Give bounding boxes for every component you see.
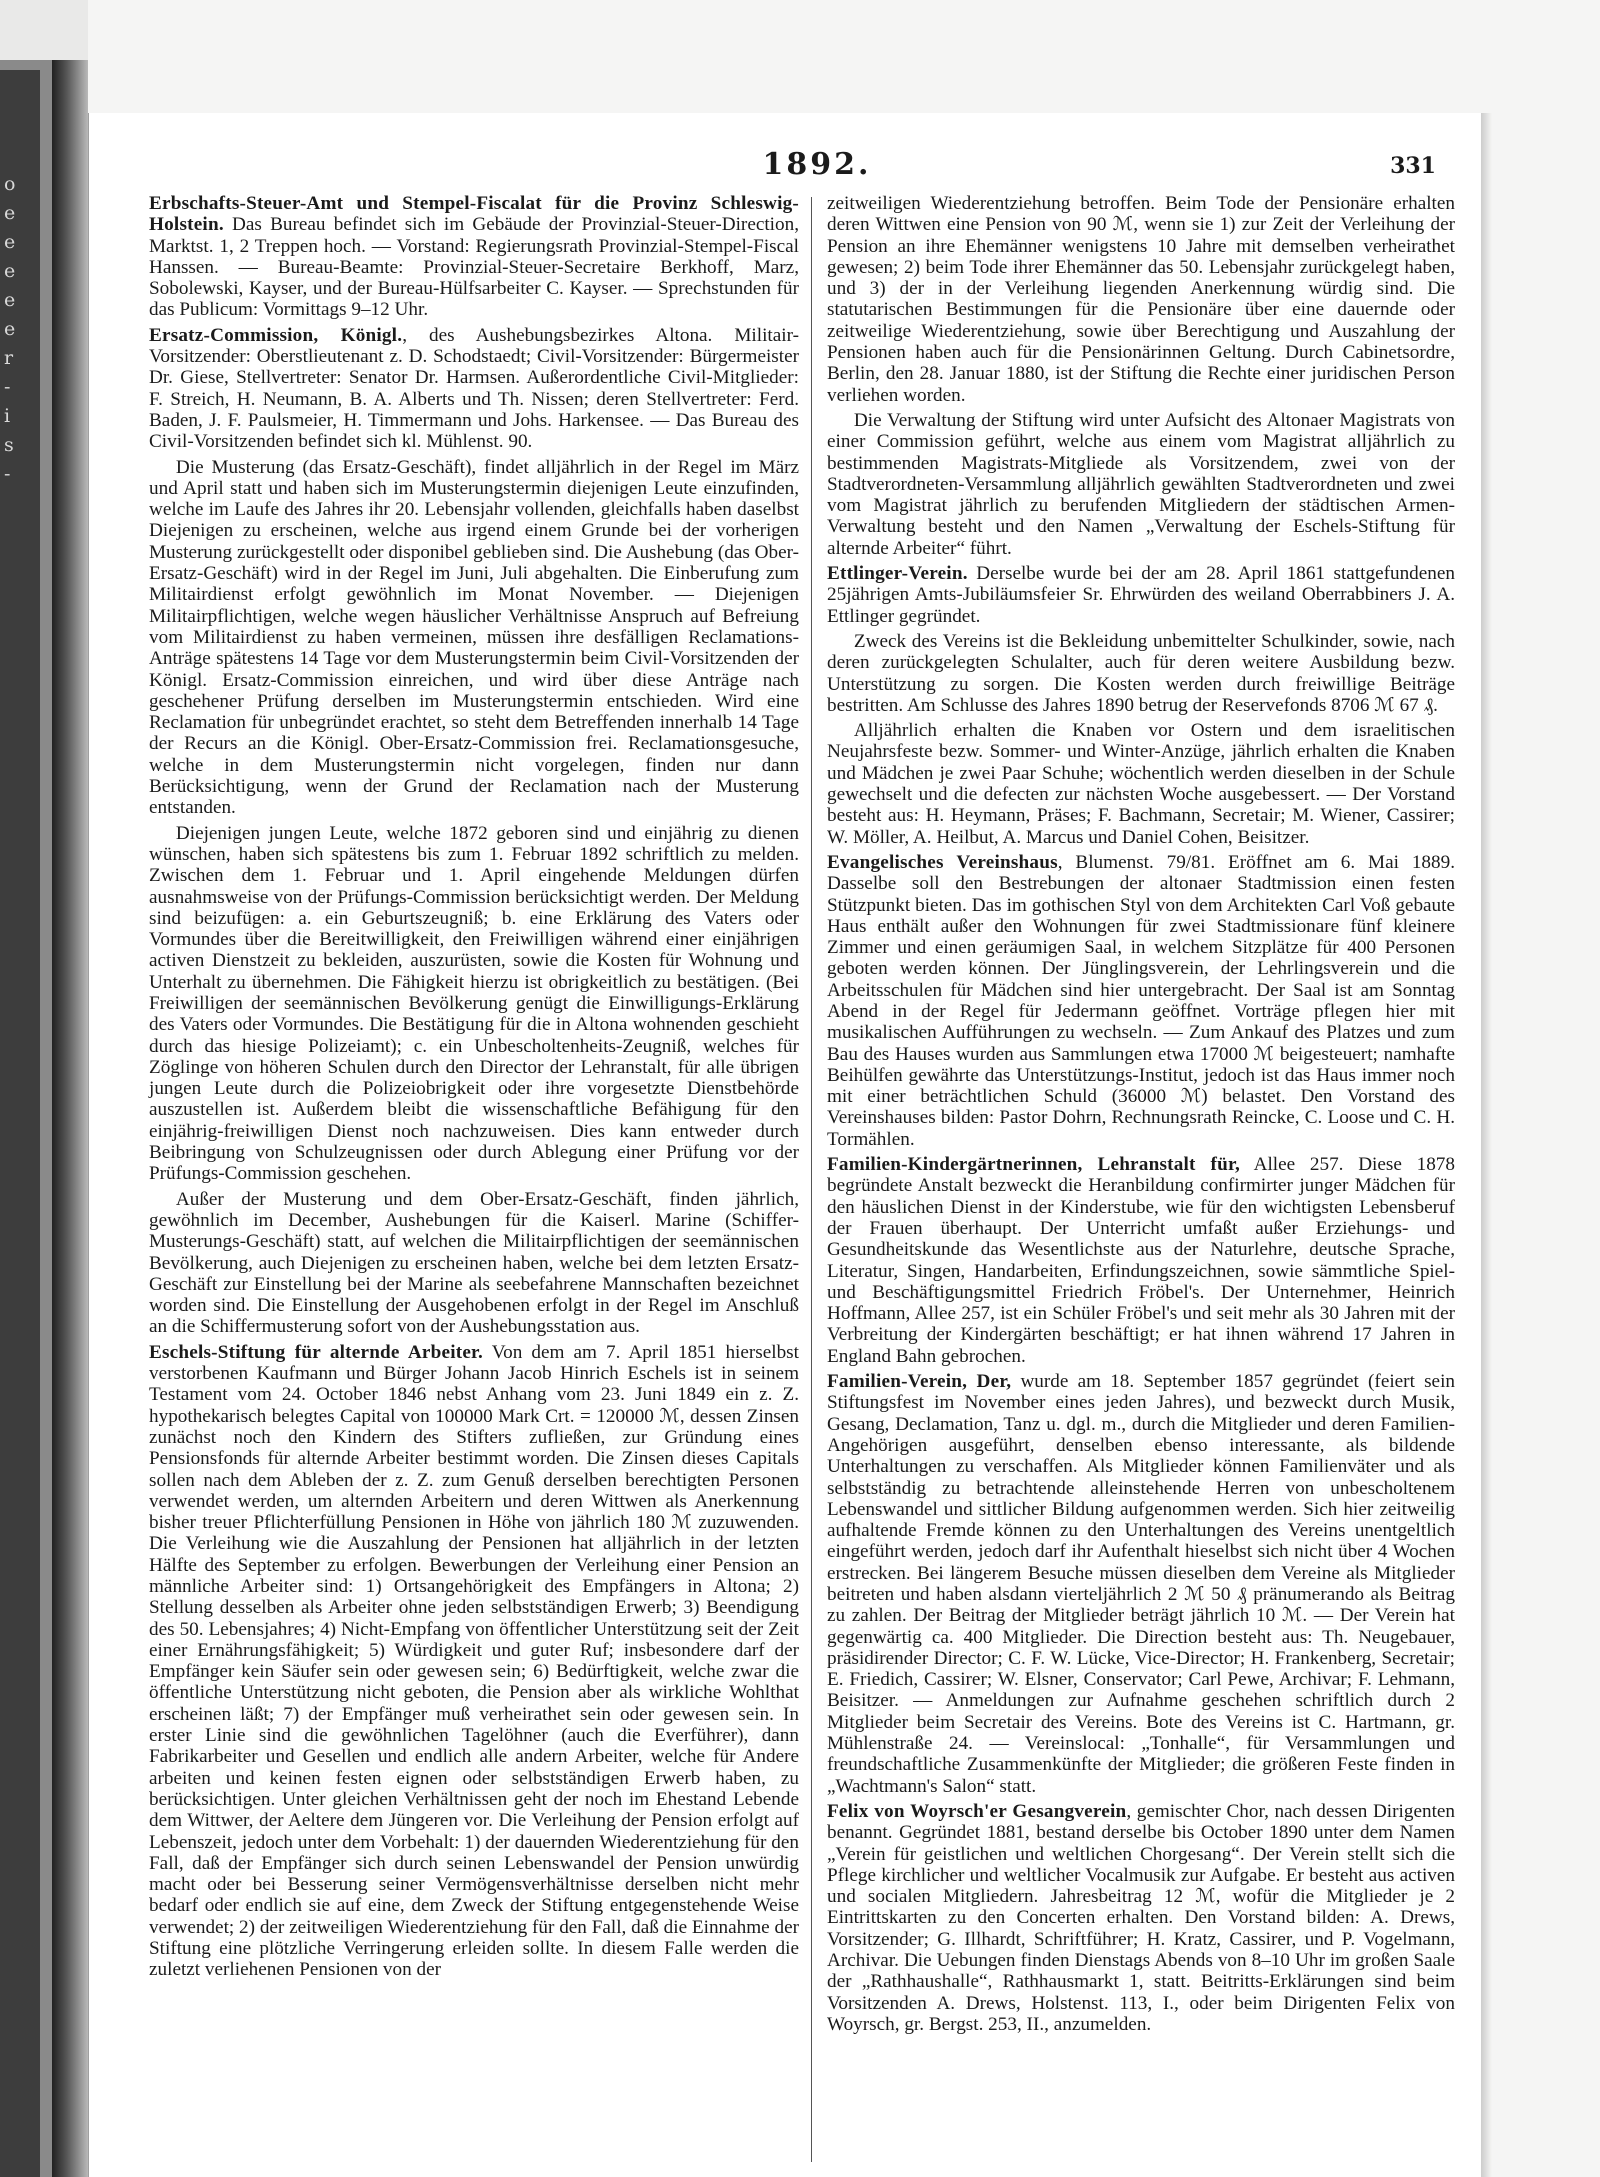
entry-erbschafts-steuer-amt: [149, 193, 799, 321]
paragraph: Diejenigen jungen Leute, welche 1872 geboren sind und einjährig zu dienen wünschen, haben sich spätestens bis zum 1. Februar 1892 schriftlich zu melden. Zwischen dem 1. Februar und 1. April eingehende Meldungen dürfen ausnahmsweise von der Prüfungs-Commission berücksichtigt werden. Der Meldung sind beizufügen: a. ein Geburtszeugniß; b. eine Erklärung des Vaters oder Vormundes über die Bereitwilligkeit, den Freiwilligen während einer einjährigen activen Dienstzeit zu bekleiden, auszurüsten, sowie die Kosten für Wohnung und Unterhalt zu übernehmen. Die Fähigkeit hierzu ist obrigkeitlich zu bestätigen. (Bei Freiwilligen der seemännischen Bevölkerung genügt die Einwilligungs-Erklärung des Vaters oder Vormundes. Die Bestätigung für die in Altona wohnenden geschieht durch das hiesige Polizeiamt); c. ein Unbescholtenheits-Zeugniß, welches für Zöglinge von höheren Schulen durch den Director der Lehranstalt, für alle übrigen jungen Leute durch die Polizeiobrigkeit oder ihre vorgesetzte Dienstbehörde auszustellen ist. Außerdem bleibt die wissenschaftliche Befähigung für den einjährig-freiwilligen Dienst noch nachzuweisen. Dies kann entweder durch Beibringung von Schulzeugnissen oder durch Ablegung einer Prüfung vor der Prüfungs-Commission geschehen.: [149, 822, 799, 1185]
entry-heading: Ersatz-Commission, Königl.: [149, 324, 403, 346]
left-column: [149, 193, 799, 1985]
entry-heading: Familien-Verein, Der,: [827, 1371, 1012, 1393]
paragraph: Alljährlich erhalten die Knaben vor Ostern und dem israelitischen Neujahrsfeste bezw. Sommer- und Winter-Anzüge, jährlich erhalten die Knaben und Mädchen je zwei Paar Schuhe; wöchentlich werden dieselben in der Schule gewechselt und die defecten zur nächsten Woche ausgebessert. — Der Vorstand besteht aus: H. Heymann, Präses; F. Bachmann, Secretair; M. Wiener, Cassirer; W. Möller, A. Heilbut, A. Marcus und Daniel Cohen, Beisitzer.: [827, 720, 1455, 848]
page-header: [89, 147, 1481, 187]
entry-text: , des Aushebungsbezirkes Altona. Militair-Vorsitzender: Oberstlieutenant z. D. Schodstaedt; Civil-Vorsitzender: Bürgermeister Dr. Giese, Stellvertreter: Senator Dr. Harmsen. Außerordentliche Civil-Mitglieder: F. Streich, H. Neumann, B. A. Alberts und Th. Nissen; deren Stellvertreter: Ferd. Baden, J. F. Paulsmeier, H. Timmermann und Johs. Harkensee. — Das Bureau des Civil-Vorsitzenden befindet sich kl. Mühlenst. 90.: [149, 324, 800, 453]
entry-familien-verein: [827, 1371, 1455, 1797]
entry-text: , Blumenst. 79/81. Eröffnet am 6. Mai 1889. Dasselbe soll den Bestrebungen der altonaer Stadtmission einen festen Stützpunkt bieten. Das im gothischen Styl von dem Architekten Carl Voß gebaute Haus enthält außer den Wohnungen für zwei Stadtmissionare fünf kleinere Zimmer und einen geräumigen Saal, in welchem Sitzplätze für 400 Personen geboten werden können. Der Jünglingsverein, der Lehrlingsverein und die Arbeitsschulen für Mädchen sind hier untergebracht. Der Saal ist am Sonntag Abend in der Regel für Jedermann geöffnet. Vorträge pflegen hier mit musikalischen Aufführungen zu wechseln. — Zum Ankauf des Platzes und zum Bau des Hauses wurden aus Sammlungen etwa 17000 ℳ beigesteuert; namhafte Beihülfen gewährte das Unterstützungs-Institut, jedoch ist das Haus immer noch mit einer beträchtlichen Schuld (36000 ℳ) belastet. Den Vorstand des Vereinshauses bilden: Pastor Dohrn, Rechnungsrath Reincke, C. Loose und C. H. Tormählen.: [827, 851, 1456, 1150]
entry-heading: Eschels-Stiftung für alternde Arbeiter.: [149, 1341, 484, 1363]
column-divider: [811, 197, 812, 2162]
entry-familien-kindergaertnerinnen: [827, 1154, 1455, 1367]
entry-woyrsch-gesangverein: [827, 1801, 1455, 2035]
entry-text: Derselbe wurde bei der am 28. April 1861 stattgefundenen 25jährigen Amts-Jubiläumsfeier Sr. Ehrwürden des weiland Oberrabbiners J. A. Ettlinger gegründet.: [827, 563, 1455, 627]
book-page: [88, 113, 1481, 2177]
entry-text: wurde am 18. September 1857 gegründet (feiert sein Stiftungsfest im November eines jeden Jahres), und bezweckt durch Musik, Gesang, Declamation, Tanz u. dgl. m., durch die Mitglieder und deren Familien-Angehörigen ausgeführt, denselben ebenso interessante, als bildende Unterhaltungen zu verschaffen. Als Mitglieder können Familienväter und als selbstständig zu betrachtende alleinstehende Herren von unbescholtenem Lebenswandel und sittlicher Bildung aufgenommen werden. Sich hier zeitweilig aufhaltende Fremde können zu den Unterhaltungen des Vereins unentgeltlich eingeführt werden, jedoch darf ihr Aufenthalt hieselbst sich nicht über 4 Wochen erstrecken. Bei längerem Besuche müssen dieselben dem Vereine als Mitglieder beitreten und haben alsdann vierteljährlich 2 ℳ 50 ₰ pränumerando als Beitrag zu zahlen. Der Beitrag der Mitglieder beträgt jährlich 10 ℳ. — Der Verein hat gegenwärtig ca. 400 Mitglieder. Die Direction besteht aus: Th. Neugebauer, präsidirender Director; C. F. W. Lücke, Vice-Director; H. Frankenberg, Secretair; E. Friedich, Cassirer; W. Elsner, Conservator; Carl Pewe, Archivar; F. Lehmann, Beisitzer. — Anmeldungen zur Aufnahme geschehen schriftlich durch 2 Mitglieder beim Secretair des Vereins. Bote des Vereins ist C. Hartmann, gr. Mühlenstraße 24. — Vereinslocal: „Tonhalle“, für Versammlungen und freundschaftliche Zusammenkünfte der Mitglieder; die größeren Feste finden in „Wachtmann's Salon“ statt.: [827, 1371, 1455, 1797]
entry-heading: Familien-Kindergärtnerinnen, Lehranstalt für,: [827, 1154, 1240, 1176]
entry-eschels-stiftung: [149, 1342, 799, 1981]
entry-text: Von dem am 7. April 1851 hierselbst verstorbenen Kaufmann und Bürger Johann Jacob Hinrich Eschels ist in seinem Testament vom 24. October 1846 nebst Anhang vom 23. Juni 1849 ein z. Z. hypothekarisch belegtes Capital von 100000 Mark Crt. = 120000 ℳ, dessen Zinsen zunächst noch den Kindern des Stifters zufließen, zur Gründung eines Pensionsfonds für alternde Arbeiter bestimmt worden. Die Zinsen dieses Capitals sollen nach dem Ableben der z. Z. zum Genuß derselben berechtigten Personen verwendet werden, um alternden Arbeitern und deren Wittwen als Anerkennung bisher treuer Pflichterfüllung Pensionen in Höhe von jährlich 180 ℳ zuzuwenden. Die Verleihung wie die Auszahlung der Pensionen hat alljährlich in der letzten Hälfte des September zu erfolgen. Bewerbungen der Verleihung einer Pension an männliche Arbeiter sind: 1) Ortsangehörigkeit des Empfängers in Altona; 2) Stellung desselben als Arbeiter ohne jeden selbstständigen Erwerb; 3) Beendigung des 50. Lebensjahres; 4) Nicht-Empfang von öffentlicher Unterstützung seit der Zeit einer Ernährungsfähigkeit; 5) Würdigkeit und guter Ruf; insbesondere darf der Empfänger kein Säufer sein oder gewesen sein; 6) Bedürftigkeit, welche zwar die öffentliche Unterstützung nicht geboten, die Pension aber als wirkliche Wohlthat erscheinen läßt; 7) der Empfänger muß verheirathet sein oder gewesen sein. In erster Linie sind die gewöhnlichen Tagelöhner (auch die Everführer), dann Fabrikarbeiter und Gesellen und endlich alle andern Arbeiter, welche für Andere arbeiten und keinen festen eignen oder selbstständigen Erwerb haben, zu berücksichtigen. Unter gleichen Verhältnissen geht der noch im Ehestand Lebende dem Wittwer, der Aeltere dem Jüngeren vor. Die Verleihung der Pension erfolgt auf Lebenszeit, jedoch unter dem Vorbehalt: 1) der dauernden Wiederentziehung für den Fall, daß der Empfänger sich durch seinen Lebenswandel der Pension unwürdig macht oder bei Besserung seiner Vermögensverhältnisse derselben nicht mehr bedarf oder endlich sie auf eine, dem Zweck der Stiftung entgegenstehende Weise verwendet; 2) der zeitweiligen Wiederentziehung für den Fall, daß die Einnahme der Stiftung eine plötzliche Verringerung erleiden sollte. In diesem Falle werden die zuletzt verliehenen Pensionen von der: [149, 1341, 799, 1981]
right-column: [827, 193, 1455, 2039]
entry-ersatz-commission: [149, 325, 799, 453]
entry-text: , gemischter Chor, nach dessen Dirigenten benannt. Gegründet 1881, bestand derselbe bis October 1890 unter dem Namen „Verein für geistlichen und weltlichen Chorgesang“. Der Verein stellt sich die Pflege kirchlicher und weltlicher Vocalmusik zur Aufgabe. Er besteht aus activen und socialen Mitgliedern. Jahresbeitrag 12 ℳ, wofür die Mitglieder je 2 Eintrittskarten zu den Concerten erhalten. Den Vorstand bilden: A. Drews, Vorsitzender; G. Illhardt, Schriftführer; H. Kratz, Cassirer, und P. Vogelmann, Archivar. Die Uebungen finden Dienstags Abends von 8–10 Uhr im großen Saale der „Rathhaushalle“, Rathhausmarkt 1, statt. Beitritts-Erklärungen sind beim Vorsitzenden A. Drews, Holstenst. 113, I., oder beim Dirigenten Felix von Woyrsch, gr. Bergst. 253, II., anzumelden.: [827, 1800, 1456, 2035]
paragraph: Die Musterung (das Ersatz-Geschäft), findet alljährlich in der Regel im März und April statt und haben sich im Musterungstermin diejenigen Leute einzufinden, welche im Laufe des Jahres ihr 20. Lebensjahr vollenden, gleichfalls haben daselbst Diejenigen zu erscheinen, welche aus irgend einem Grunde bei der vorherigen Musterung zurückgestellt oder disponibel geblieben sind. Die Aushebung (das Ober-Ersatz-Geschäft) wird in der Regel im Juni, Juli abgehalten. Die Einberufung zum Militairdienst erfolgt gewöhnlich im Monat November. — Diejenigen Militairpflichtigen, welche wegen häuslicher Verhältnisse Anspruch auf Befreiung vom Militairdienst zu haben vermeinen, müssen ihre desfälligen Reclamations-Anträge spätestens 14 Tage vor dem Musterungstermin beim Civil-Vorsitzenden der Königl. Ersatz-Commission einreichen, und wird über diese Anträge nach geschehener Prüfung derselben im Musterungstermin entschieden. Wird eine Reclamation für unbegründet erachtet, so steht dem Betreffenden innerhalb 14 Tage der Recurs an die Königl. Ober-Ersatz-Commission frei. Reclamationsgesuche, welche in dem Musterungstermin nicht vorgelegen, finden nur dann Berücksichtigung, wenn der Grund der Reclamation nach der Musterung entstanden.: [149, 456, 799, 819]
paragraph: Die Verwaltung der Stiftung wird unter Aufsicht des Altonaer Magistrats von einer Commission geführt, welche aus einem vom Magistrat alljährlich zu bestimmenden Magistrats-Mitgliede als Vorsitzendem, zwei von der Stadtverordneten-Versammlung alljährlich gewählten Stadtverordneten und zwei vom Magistrat jährlich zu berufenden Mitgliedern der städtischen Armen-Verwaltung besteht und den Namen „Verwaltung der Eschels-Stiftung für alternde Arbeiter“ führt.: [827, 409, 1455, 559]
page-number: 331: [1390, 153, 1436, 179]
entry-heading: Erbschafts-Steuer-Amt und Stempel-Fiscalat für die Provinz Schleswig-Holstein.: [149, 193, 799, 236]
entry-heading: Ettlinger-Verein.: [827, 563, 968, 585]
paragraph-continued: zeitweiligen Wiederentziehung betroffen. Beim Tode der Pensionäre erhalten deren Wittwen eine Pension von 90 ℳ, wenn sie 1) zur Zeit der Verleihung der Pension an ihre Ehemänner wenigstens 10 Jahre mit demselben verheirathet gewesen; 2) beim Tode ihrer Ehemänner das 50. Lebensjahr zurückgelegt haben, und 3) der in der Verleihung liegenden Anerkennung würdig sind. Die statutarischen Bestimmungen für die Pensionäre über eine dauernde oder zeitweilige Wiederentziehung, sowie über Berechtigung und Auszahlung der Pensionen haben auch für die Pensionärinnen Geltung. Durch Cabinetsordre, Berlin, den 28. Januar 1880, ist der Stiftung die Rechte einer juridischen Person verliehen worden.: [827, 193, 1455, 406]
paragraph: Außer der Musterung und dem Ober-Ersatz-Geschäft, finden jährlich, gewöhnlich im December, Aushebungen für die Kaiserl. Marine (Schiffer-Musterungs-Geschäft) statt, auf welchen die Militairpflichtigen der seemännischen Bevölkerung, auch Diejenigen zu erscheinen haben, welche bei dem letzten Ersatz-Geschäft zur Einstellung bei der Marine als seebefahrene Mannschaften bezeichnet worden sind. Die Einstellung der Ausgehobenen erfolgt in der Regel im Anschluß an die Schiffermusterung sofort von der Aushebungsstation aus.: [149, 1188, 799, 1338]
entry-text: Das Bureau befindet sich im Gebäude der Provinzial-Steuer-Direction, Marktst. 1, 2 Treppen hoch. — Vorstand: Regierungsrath Provinzial-Stempel-Fiscal Hanssen. — Bureau-Beamte: Provinzial-Steuer-Secretaire Berkhoff, Marz, Sobolewski, Kayser, und der Bureau-Hülfsarbeiter C. Kayser. — Sprechstunden für das Publicum: Vormittags 9–12 Uhr.: [149, 214, 799, 321]
entry-heading: Evangelisches Vereinshaus: [827, 851, 1058, 873]
paragraph: Zweck des Vereins ist die Bekleidung unbemittelter Schulkinder, sowie, nach deren zurückgelegten Schulalter, auch für deren weitere Ausbildung bezw. Unterstützung zu sorgen. Die Kosten werden durch freiwillige Beiträge bestritten. Am Schlusse des Jahres 1890 betrug der Reservefonds 8706 ℳ 67 ₰.: [827, 630, 1455, 716]
entry-evangelisches-vereinshaus: [827, 852, 1455, 1150]
left-page-margin-letters: o e e e e e r - i s -: [4, 173, 16, 485]
entry-text: Allee 257. Diese 1878 begründete Anstalt bezweckt die Heranbildung confirmirter junger Mädchen für den häuslichen Dienst in der Kinderstube, wie für den wichtigsten Lebensberuf der Frauen überhaupt. Der Unterricht umfaßt außer Erziehungs- und Gesundheitskunde das Wesentlichste aus der Naturlehre, deutsche Sprache, Literatur, Singen, Handarbeiten, Erfindungszeichnen, sowie sämmtliche Spiel- und Beschäftigungsmittel Friedrich Fröbel's. Der Unternehmer, Heinrich Hoffmann, Allee 257, ist ein Schüler Fröbel's und seit mehr als 30 Jahren mit der Verbreitung der Kindergärten beschäftigt; er hat ihnen während 17 Jahren in England Bahn gebrochen.: [827, 1154, 1455, 1367]
page-year: 1892.: [762, 147, 872, 182]
page-edge-shadow: [1480, 113, 1492, 2177]
book-gutter: [52, 60, 88, 2177]
entry-ettlinger-verein: [827, 563, 1455, 627]
entry-heading: Felix von Woyrsch'er Gesangverein: [827, 1800, 1127, 1822]
